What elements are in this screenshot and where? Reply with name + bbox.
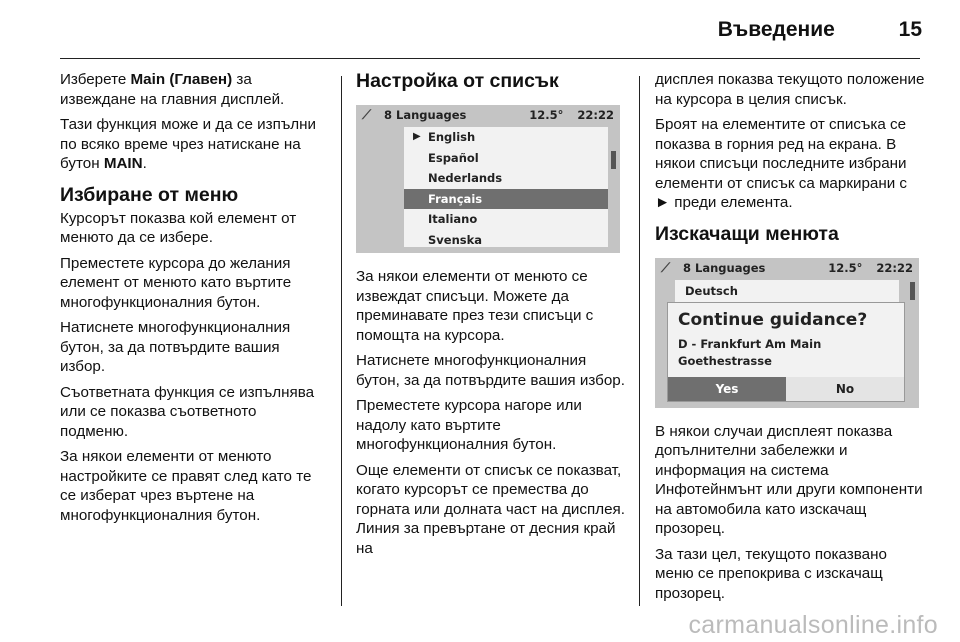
main-key-label: MAIN bbox=[103, 155, 143, 172]
page-title: Въведение bbox=[717, 18, 835, 41]
clock: 22:22 bbox=[577, 108, 614, 123]
paragraph: дисплея показва текущото положение на курсора в целия списък. bbox=[655, 71, 925, 108]
paragraph-main: Изберете Main (Главен) за извеждане на главния дисплей. bbox=[60, 71, 285, 108]
column-divider-1 bbox=[341, 76, 342, 606]
paragraph: За някои елементи от менюто настройките се правят след като те се изберат чрез въртене на многофункционалния бутон. bbox=[60, 448, 312, 524]
language-label: Svenska bbox=[428, 232, 483, 247]
language-label: Nederlands bbox=[428, 171, 503, 185]
paragraph: Съответната функция се изпълнява или се показва съответното подменю. bbox=[60, 383, 315, 440]
scrollbar-thumb bbox=[611, 151, 616, 169]
paragraph: В някои случаи дисплеят показва допълнителни забележки и информация на система Инфотейнмънт или други компоненти на автомобила като изскачащ прозорец. bbox=[655, 422, 923, 537]
popup-screen-image bbox=[655, 258, 919, 408]
paragraph: Курсорът показва кой елемент от менюто да се избере. bbox=[60, 209, 297, 246]
dialog-title: Continue guidance? bbox=[678, 309, 868, 330]
screen-title: 8 Languages bbox=[384, 108, 467, 123]
paragraph: Още елементи от списък се показват, когато курсорът се премества до горната или долната част на дисплея. Линия за превъртане от десния край на bbox=[356, 461, 625, 557]
column-divider-2 bbox=[639, 76, 640, 606]
no-button[interactable]: No bbox=[786, 377, 904, 401]
section-heading-menu: Избиране от меню bbox=[60, 183, 239, 206]
clock: 22:22 bbox=[876, 260, 913, 275]
watermark: carmanualsonline.info bbox=[688, 611, 938, 639]
language-list bbox=[404, 127, 608, 247]
language-label: Italiano bbox=[428, 212, 478, 226]
dialog-street: Goethestrasse bbox=[678, 354, 772, 368]
navigation-icon: ⟋ bbox=[661, 260, 671, 276]
paragraph: Натиснете многофункционалния бутон, за да потвърдите вашия избор. bbox=[60, 319, 291, 375]
left-column bbox=[60, 70, 328, 531]
language-list-item[interactable] bbox=[404, 230, 608, 251]
paragraph-main-button: Тази функция може и да се изпълни по всяко време чрез натискане на бутон MAIN. bbox=[60, 116, 317, 172]
page-header bbox=[718, 18, 922, 42]
header-rule bbox=[60, 58, 920, 59]
dialog-buttons bbox=[668, 377, 904, 401]
scrollbar-thumb bbox=[910, 282, 915, 300]
marker-arrow-icon: ▶ bbox=[413, 131, 421, 142]
marker-arrow-icon: ► bbox=[655, 194, 671, 211]
popup-dialog bbox=[667, 302, 905, 402]
screen-status-bar bbox=[655, 258, 919, 280]
paragraph: За тази цел, текущото показвано меню се препокрива с изскачащ прозорец. bbox=[655, 545, 887, 602]
language-list-item[interactable] bbox=[404, 168, 608, 189]
language-label: English bbox=[428, 130, 476, 144]
paragraph: За някои елементи от менюто се извеждат списъци. Можете да преминавате през тези списъци с помощта на курсора. bbox=[356, 268, 594, 344]
main-button-label: Main (Главен) bbox=[130, 71, 233, 88]
temperature: 12.5° bbox=[828, 260, 863, 275]
paragraph: Натиснете многофункционалния бутон, за да потвърдите вашия избор. bbox=[356, 352, 625, 389]
navigation-icon: ⟋ bbox=[362, 108, 372, 124]
middle-column bbox=[356, 70, 626, 564]
screen-status-bar bbox=[356, 105, 620, 127]
yes-button[interactable]: Yes bbox=[668, 377, 786, 401]
language-list-item[interactable] bbox=[404, 127, 608, 148]
right-column bbox=[655, 70, 925, 609]
paragraph: Преместете курсора нагоре или надолу като въртите многофункционалния бутон. bbox=[356, 397, 582, 453]
paragraph-marker: Броят на елементите от списъка се показва в горния ред на екрана. В някои списъци последните избрани елементи от списък са маркирани с ► преди елемента. bbox=[655, 116, 908, 211]
language-list-item[interactable] bbox=[404, 189, 608, 210]
list-screen-image bbox=[356, 105, 620, 253]
paragraph: Преместете курсора до желания елемент от менюто като въртите многофункционалния бутон. bbox=[60, 254, 292, 311]
language-list-item[interactable] bbox=[404, 148, 608, 169]
section-heading-list: Настройка от списък bbox=[356, 70, 559, 92]
language-label: Français bbox=[428, 191, 483, 206]
screen-title: 8 Languages bbox=[683, 260, 766, 275]
background-list-item: Deutsch bbox=[675, 280, 899, 302]
language-list-item[interactable] bbox=[404, 209, 608, 230]
section-heading-popup: Изскачащи менюта bbox=[655, 222, 839, 245]
temperature: 12.5° bbox=[529, 108, 564, 123]
dialog-destination: D - Frankfurt Am Main bbox=[678, 337, 822, 351]
language-label: Español bbox=[428, 150, 479, 165]
page-number: 15 bbox=[898, 18, 922, 41]
